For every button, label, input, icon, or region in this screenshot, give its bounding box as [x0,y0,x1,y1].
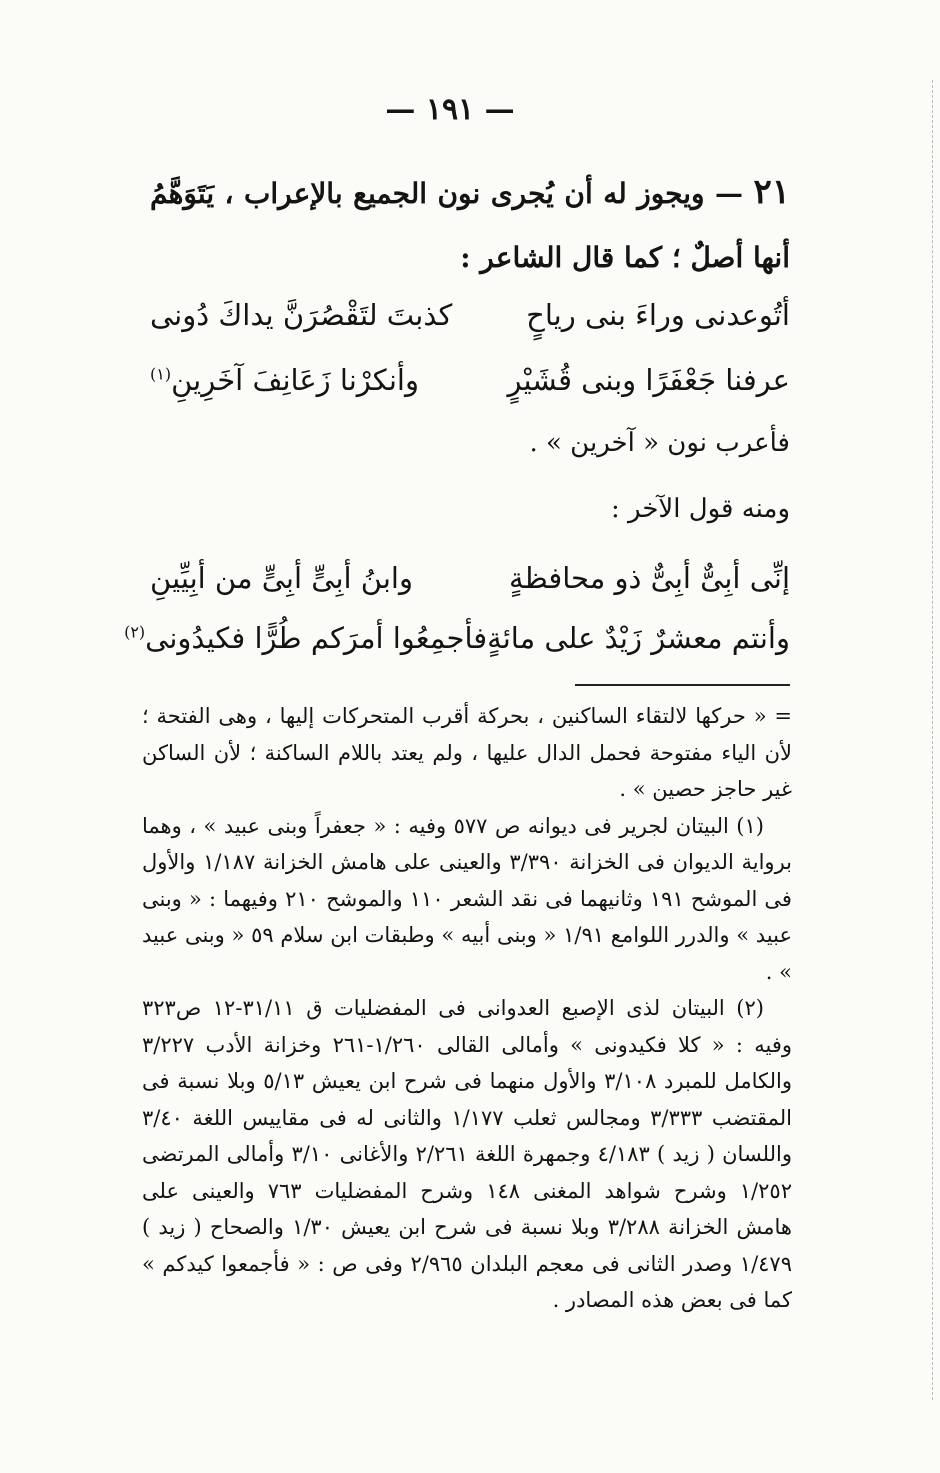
verse-second-hemistich: وابنُ أبِىٍّ أبِىٍّ من أبِيِّينِ [150,561,413,595]
footnote-separator [575,684,790,686]
verse-line [124,613,790,663]
page-number: — ١٩١ — [385,92,515,127]
footnotes [142,698,792,1319]
verse-second-text: وأنكرْنا زَعَانِفَ آخَرِينِ [171,363,419,397]
footnote-1: (١) البيتان لجرير فى ديوانه ص ٥٧٧ وفيه : « جعفراً وبنى عبيد » ، وهما برواية الديوان فى الخزانة ٣/٣٩٠ والعينى على هامش الخزانة ١/١٨٧ والأول فى الموشح ١٩١ وثانيهما فى نقد الشعر ١١٠ والموشح ٢١٠ وفيهما : « وبنى عبيد » والدرر اللوامع ١/٩١ « وبنى أبيه » وطبقات ابن سلام ٥٩ « وبنى عبيد » . [142,813,793,984]
binding-edge [932,80,933,1400]
verse-second-hemistich: كذبتَ لتَقْصُرَنَّ يداكَ دُونى [150,298,453,332]
verse-first-hemistich: إنِّى أبِىٌّ أبِىٌّ ذو محافظةٍ [509,561,790,595]
footnote-continuation: = « حركها لالتقاء الساكنين ، بحركة أقرب المتحركات إليها ، وهى الفتحة ؛ لأن الياء مفتوحة فحمل الدال عليها ، ولم يعتد باللام الساكنة ؛ لأن الساكن غير حاجز حصين » . [142,704,792,801]
verse-second-hemistich [150,363,419,397]
footnote-marker: (٢) [124,622,146,642]
verse-first-hemistich: عرفنا جَعْفَرًا وبنى قُشَيْرٍ [507,363,790,397]
section-number: ٢١ [753,172,790,212]
verse-first-hemistich: أتُوعدنى وراءَ بنى رياحٍ [526,298,790,332]
verse-second-text: فأجمِعُوا أمرَكم طُرًّا فكيدُونى [145,621,488,655]
verse-line [150,290,790,340]
footnote-2: (٢) البيتان لذى الإصبع العدوانى فى المفضليات ق ٣١/١١-١٢ ص٣٢٣ وفيه : « كلا فكيدونى » وأمالى القالى ١/٢٦٠-٢٦١ وخزانة الأدب ٣/٢٢٧ والكامل للمبرد ٣/١٠٨ والأول منهما فى شرح ابن يعيش ٥/١٣ وبلا نسبة فى المقتضب ٣/٣٣٣ ومجالس ثعلب ١/١٧٧ والثانى له فى مقاييس اللغة ٣/٤٠ واللسان ( زيد ) ٤/١٨٣ وجمهرة اللغة ٢/٢٦١ والأغانى ٣/١٠ وأمالى المرتضى ١/٢٥٢ وشرح شواهد المغنى ١٤٨ وشرح المفضليات ٧٦٣ والعينى على هامش الخزانة ٣/٢٨٨ وبلا نسبة فى شرح ابن يعيش ١/٣٠ والصحاح ( زيد ) ١/٤٧٩ وصدر الثانى فى معجم البلدان ٢/٩٦٥ وفى ص : « فأجمعوا كيدكم » كما فى بعض هذه المصادر . [142,996,793,1312]
verse-second-hemistich [124,621,487,655]
comment-line: فأعرب نون « آخرين » . [529,428,790,458]
verse-line [150,355,790,405]
intro-line: ومنه قول الآخر : [610,494,790,524]
footnote-marker: (١) [150,364,172,384]
section-text: — ويجوز له أن يُجرى نون الجميع بالإعراب ، يَتَوَهَّمُ أنها أصلٌ ؛ كما قال الشاعر : [150,177,790,274]
verse-line [150,553,790,603]
verse-first-hemistich: وأنتم معشرٌ زَيْدٌ على مائةٍ [487,621,790,655]
section-paragraph [150,160,790,290]
